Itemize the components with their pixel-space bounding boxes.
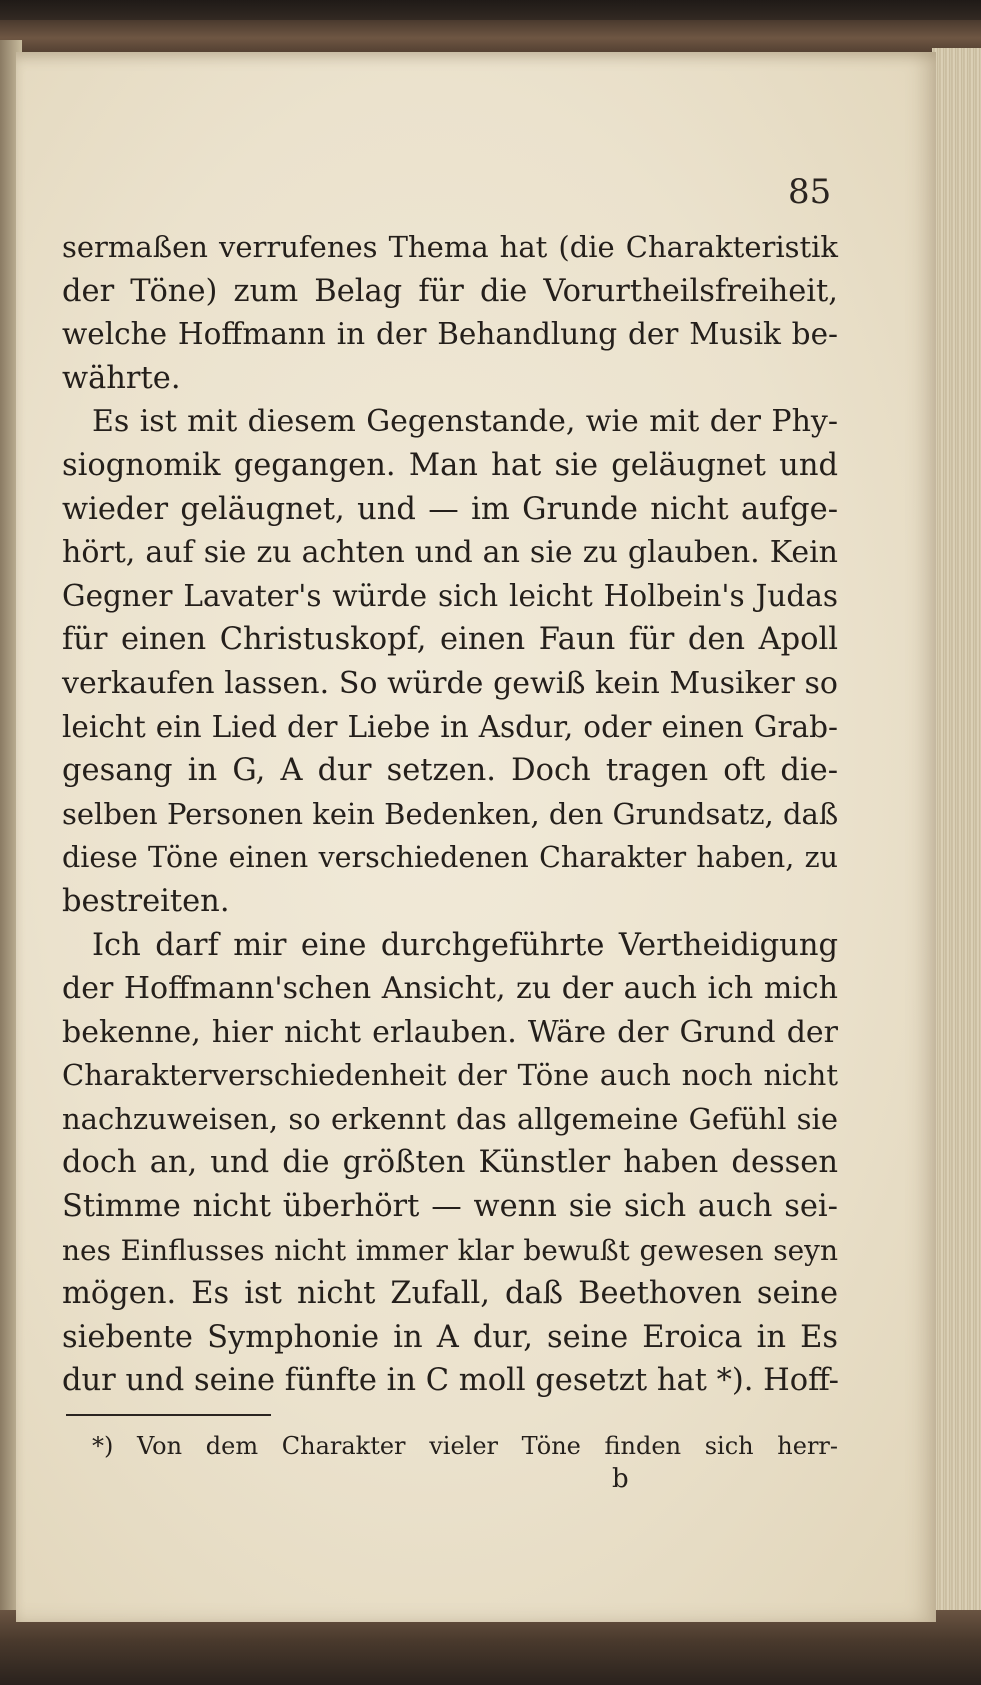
- text-line: nes Einflusses nicht immer klar bewußt gewesen seyn: [62, 1233, 838, 1267]
- text-line: sermaßen verrufenes Thema hat (die Charakteristik: [62, 230, 838, 264]
- text-line: währte.: [62, 360, 181, 396]
- text-line: bekenne, hier nicht erlauben. Wäre der Grund der: [62, 1014, 838, 1050]
- text-line: selben Personen kein Bedenken, den Grundsatz, daß: [62, 796, 839, 831]
- text-line: doch an, und die größten Künstler haben dessen: [62, 1145, 838, 1181]
- page-number: 85: [788, 172, 832, 212]
- text-line: leicht ein Lied der Liebe in Asdur, oder einen Grab-: [62, 709, 838, 744]
- text-line: diese Töne einen verschiedenen Charakter haben, zu: [62, 841, 838, 875]
- text-line: hört, auf sie zu achten und an sie zu glauben. Kein: [62, 535, 838, 571]
- text-line: siognomik gegangen. Man hat sie geläugnet und: [62, 447, 838, 483]
- text-line: bestreiten.: [62, 883, 230, 919]
- text-line: verkaufen lassen. So würde gewiß kein Musiker so: [62, 665, 838, 701]
- footnote: *) Von dem Charakter vieler Töne finden sich herr-: [92, 1432, 838, 1460]
- text-line: der Töne) zum Belag für die Vorurtheilsfreiheit,: [62, 273, 838, 309]
- text-line: mögen. Es ist nicht Zufall, daß Beethoven seine: [62, 1276, 838, 1312]
- text-line: siebente Symphonie in A dur, seine Eroica in Es: [62, 1319, 838, 1355]
- text-line: Charakterverschiedenheit der Töne auch noch nicht: [62, 1058, 838, 1093]
- right-page-stack: [932, 48, 981, 1628]
- text-line: Es ist mit diesem Gegenstande, wie mit der Phy-: [92, 404, 838, 440]
- signature-mark: b: [612, 1464, 629, 1494]
- text-line: dur und seine fünfte in C moll gesetzt hat *). Hoff-: [62, 1363, 839, 1399]
- text-line: der Hoffmann'schen Ansicht, zu der auch ich mich: [62, 971, 838, 1007]
- text-line: nachzuweisen, so erkennt das allgemeine Gefühl sie: [62, 1101, 838, 1136]
- footnote-rule: [66, 1414, 271, 1416]
- text-line: Ich darf mir eine durchgeführte Vertheidigung: [92, 927, 838, 963]
- text-line: wieder geläugnet, und — im Grunde nicht aufge-: [62, 491, 838, 527]
- text-line: welche Hoffmann in der Behandlung der Musik be-: [62, 317, 838, 352]
- text-line: gesang in G, A dur setzen. Doch tragen oft die-: [62, 753, 838, 789]
- text-line: Gegner Lavater's würde sich leicht Holbein's Judas: [62, 578, 838, 613]
- body-text: [62, 226, 838, 1403]
- text-line: Stimme nicht überhört — wenn sie sich auch sei-: [62, 1189, 838, 1225]
- text-line: für einen Christuskopf, einen Faun für den Apoll: [62, 622, 838, 658]
- top-page-edge: [0, 20, 981, 56]
